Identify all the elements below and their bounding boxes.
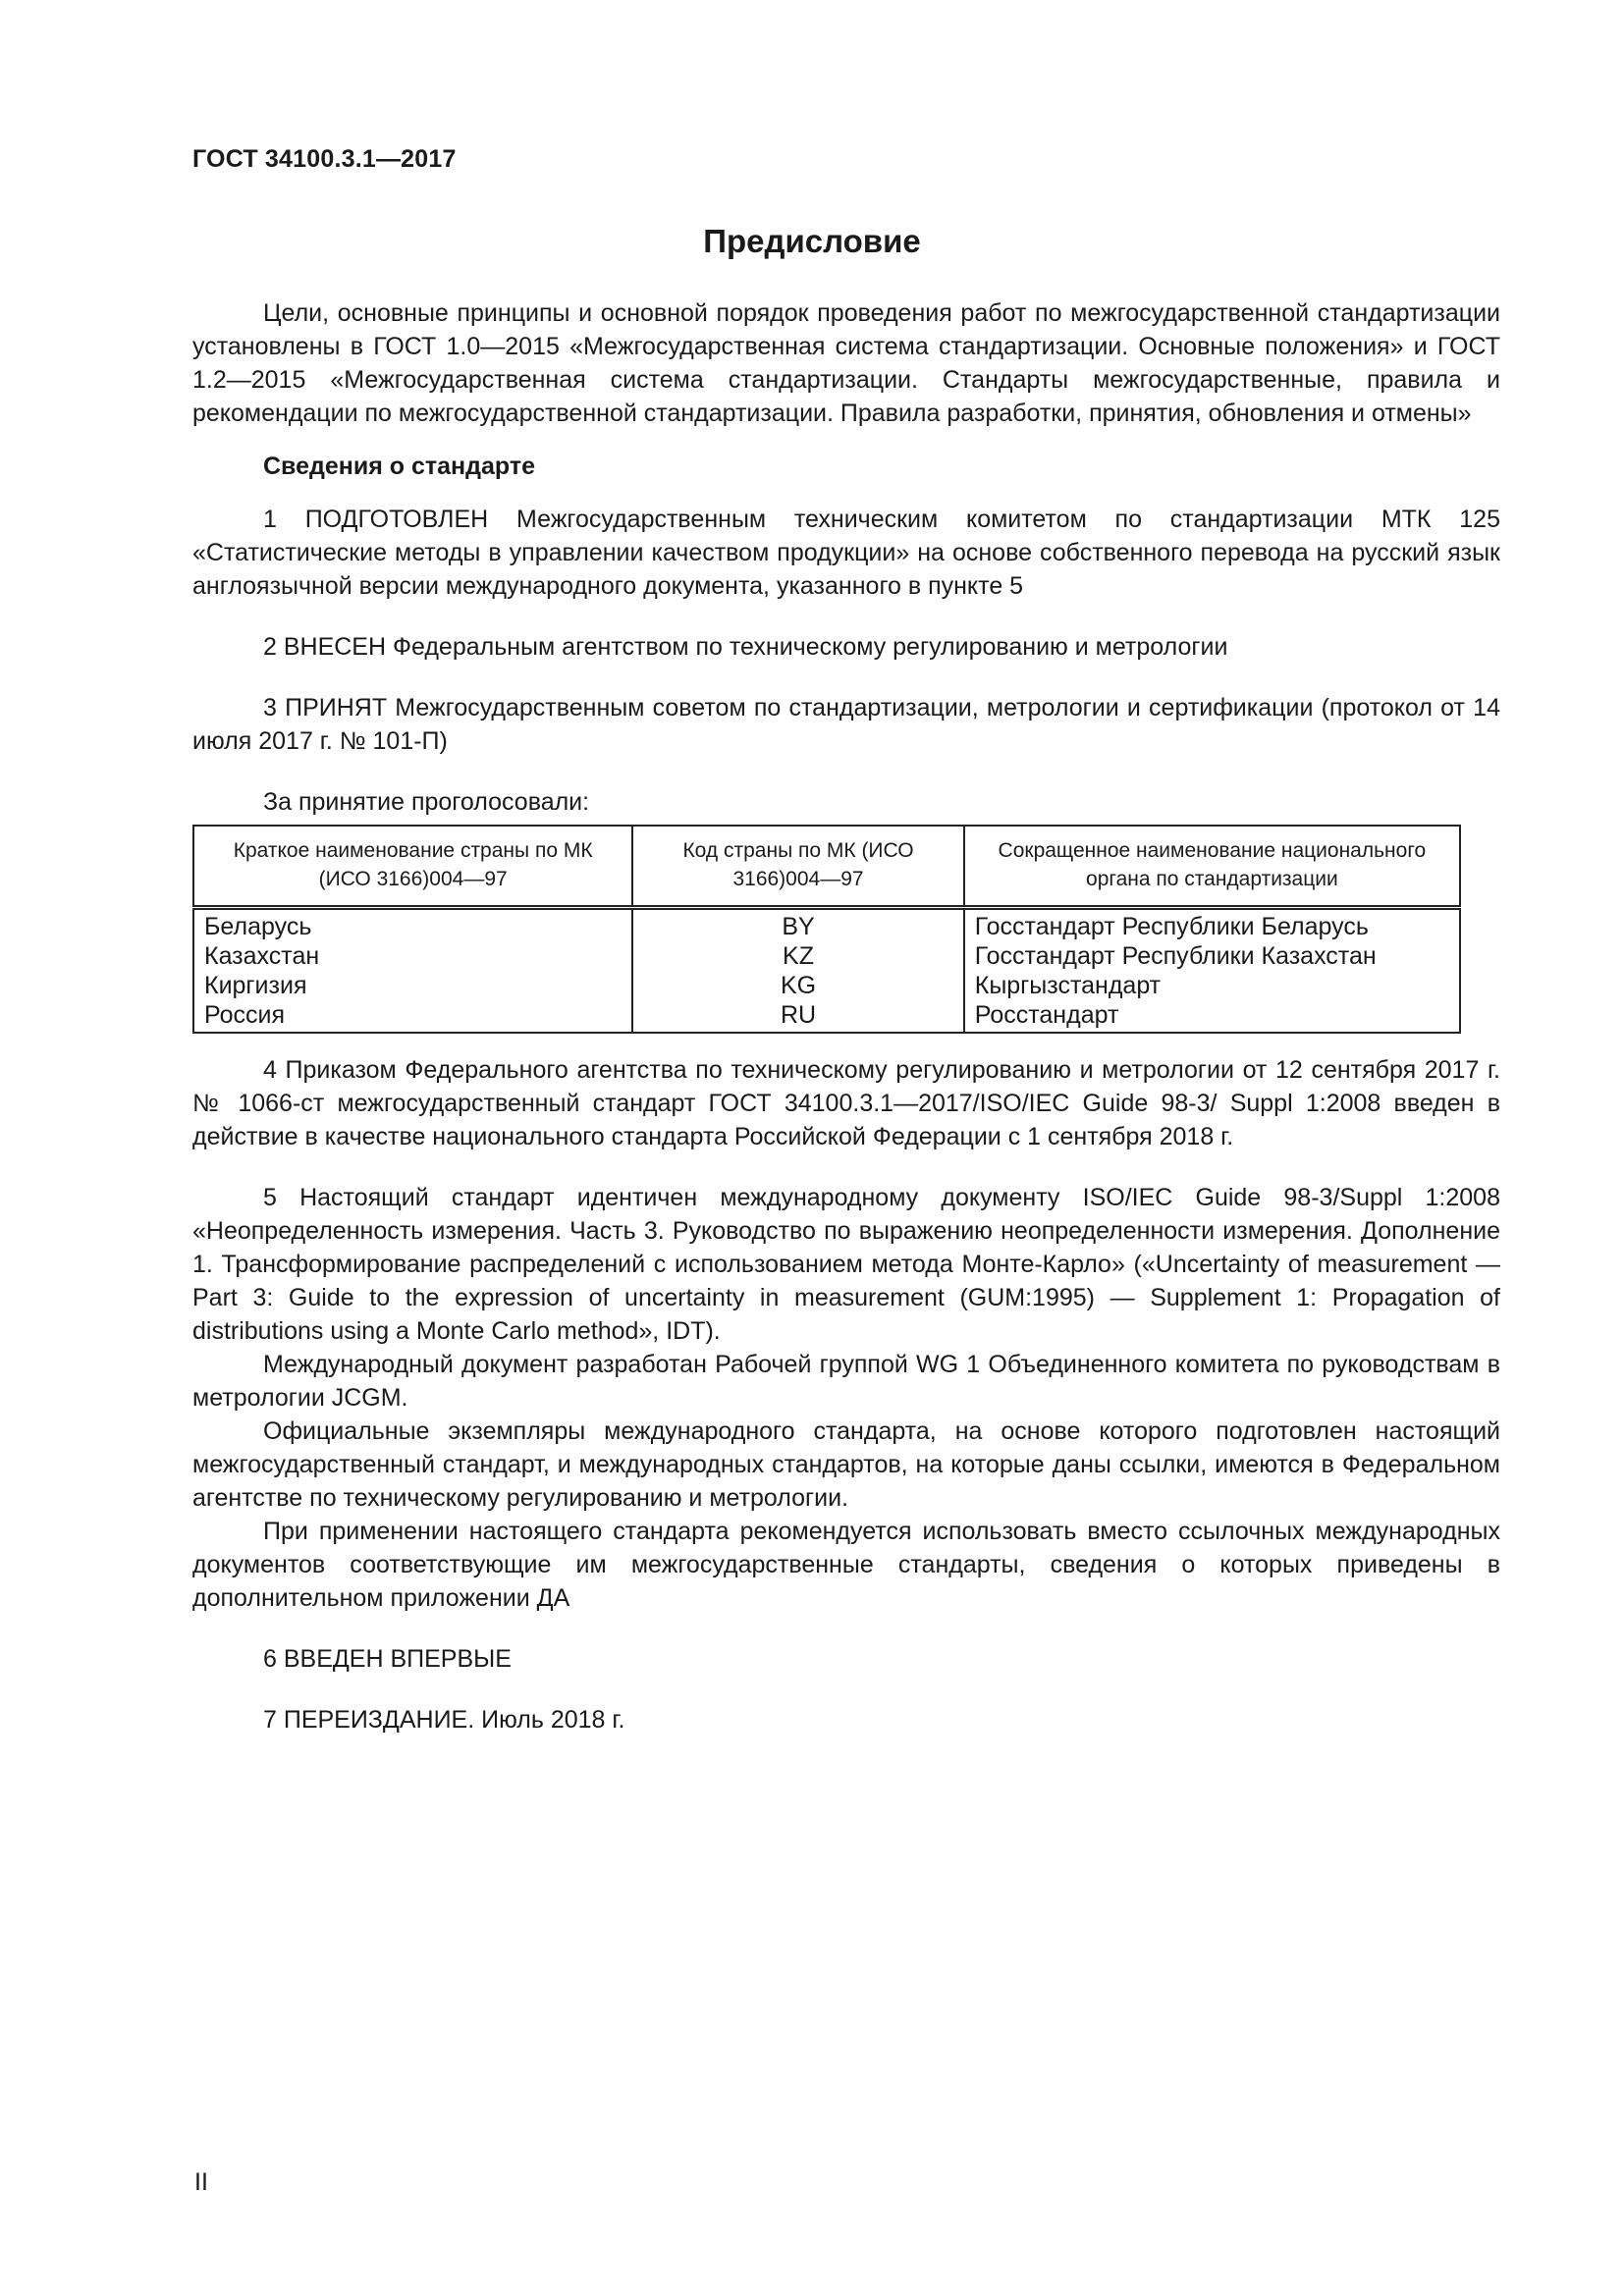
- body-cell: Росстандарт: [964, 1000, 1460, 1033]
- country-cell: Россия: [193, 1000, 632, 1033]
- table-row: [193, 971, 1460, 1000]
- item-5-paragraph: 5 Настоящий стандарт идентичен международному документу ISO/IEC Guide 98-3/Suppl 1:2008 «Неопределенность измерения. Часть 3. Руководство по выражению неопределенности измерения. Дополнение 1. Трансформирование распределений с использованием метода Монте-Карло» («Uncertainty of measurement — Part 3: Guide to the expression of uncertainty in measurement (GUM:1995) — Supplement 1: Propagation of distributions using a Monte Carlo method», IDT).: [192, 1184, 1500, 1345]
- code-cell: KZ: [632, 941, 963, 971]
- body-cell: Кыргызстандарт: [964, 971, 1460, 1000]
- column-header-country: Краткое наименование страны по МК (ИСО 3166)004—97: [193, 826, 632, 908]
- intro-paragraph: Цели, основные принципы и основной порядок проведения работ по межгосударственной стандартизации установлены в ГОСТ 1.0—2015 «Межгосударственная система стандартизации. Основные положения» и ГОСТ 1.2—2015 «Межгосударственная система стандартизации. Стандарты межгосударственные, правила и рекомендации по межгосударственной стандартизации. Правила разработки, принятия, обновления и отмены»: [192, 299, 1500, 427]
- item-6-paragraph: 6 ВВЕДЕН ВПЕРВЫЕ: [263, 1645, 512, 1673]
- document-body: [192, 296, 1500, 1736]
- country-cell: Беларусь: [193, 908, 632, 942]
- item-5-paragraph-4: При применении настоящего стандарта рекомендуется использовать вместо ссылочных международных документов соответствующие им межгосударственные стандарты, сведения о которых приведены в дополнительном приложении ДА: [192, 1518, 1500, 1612]
- vote-intro: За принятие проголосовали:: [263, 788, 590, 816]
- item-7-paragraph: 7 ПЕРЕИЗДАНИЕ. Июль 2018 г.: [263, 1706, 625, 1734]
- page-title: Предисловие: [703, 223, 921, 259]
- code-cell: KG: [632, 971, 963, 1000]
- code-cell: BY: [632, 908, 963, 942]
- item-5-paragraph-3: Официальные экземпляры международного стандарта, на основе которого подготовлен настоящий межгосударственный стандарт, и международных стандартов, на которые даны ссылки, имеются в Федеральном агентстве по техническому регулированию и метрологии.: [192, 1417, 1500, 1512]
- country-cell: Казахстан: [193, 941, 632, 971]
- table-row: [193, 908, 1460, 942]
- page-number: II: [194, 2168, 208, 2196]
- table-row: [193, 1000, 1460, 1033]
- table-row: [193, 941, 1460, 971]
- item-1-paragraph: 1 ПОДГОТОВЛЕН Межгосударственным техническим комитетом по стандартизации МТК 125 «Статистические методы в управлении качеством продукции» на основе собственного перевода на русский язык англоязычной версии международного документа, указанного в пункте 5: [192, 506, 1500, 600]
- item-4-paragraph: 4 Приказом Федерального агентства по техническому регулированию и метрологии от 12 сентября 2017 г. № 1066-ст межгосударственный стандарт ГОСТ 34100.3.1—2017/ISO/IEC Guide 98-3/ Suppl 1:2008 введен в действие в качестве национального стандарта Российской Федерации с 1 сентября 2018 г.: [192, 1056, 1500, 1150]
- code-cell: RU: [632, 1000, 963, 1033]
- country-cell: Киргизия: [193, 971, 632, 1000]
- standard-code-header: ГОСТ 34100.3.1—2017: [192, 145, 457, 173]
- item-2-paragraph: 2 ВНЕСЕН Федеральным агентством по техническому регулированию и метрологии: [263, 633, 1228, 661]
- item-5-paragraph-2: Международный документ разработан Рабочей группой WG 1 Объединенного комитета по руководствам в метрологии JCGM.: [192, 1351, 1500, 1412]
- column-header-body: Сокращенное наименование национального органа по стандартизации: [964, 826, 1460, 908]
- body-cell: Госстандарт Республики Казахстан: [964, 941, 1460, 971]
- section-heading: Сведения о стандарте: [263, 453, 536, 480]
- voting-table: [192, 825, 1461, 1034]
- item-3-paragraph: 3 ПРИНЯТ Межгосударственным советом по стандартизации, метрологии и сертификации (протокол от 14 июля 2017 г. № 101-П): [192, 694, 1500, 755]
- table-header-row: [193, 826, 1460, 908]
- body-cell: Госстандарт Республики Беларусь: [964, 908, 1460, 942]
- column-header-code: Код страны по МК (ИСО 3166)004—97: [632, 826, 963, 908]
